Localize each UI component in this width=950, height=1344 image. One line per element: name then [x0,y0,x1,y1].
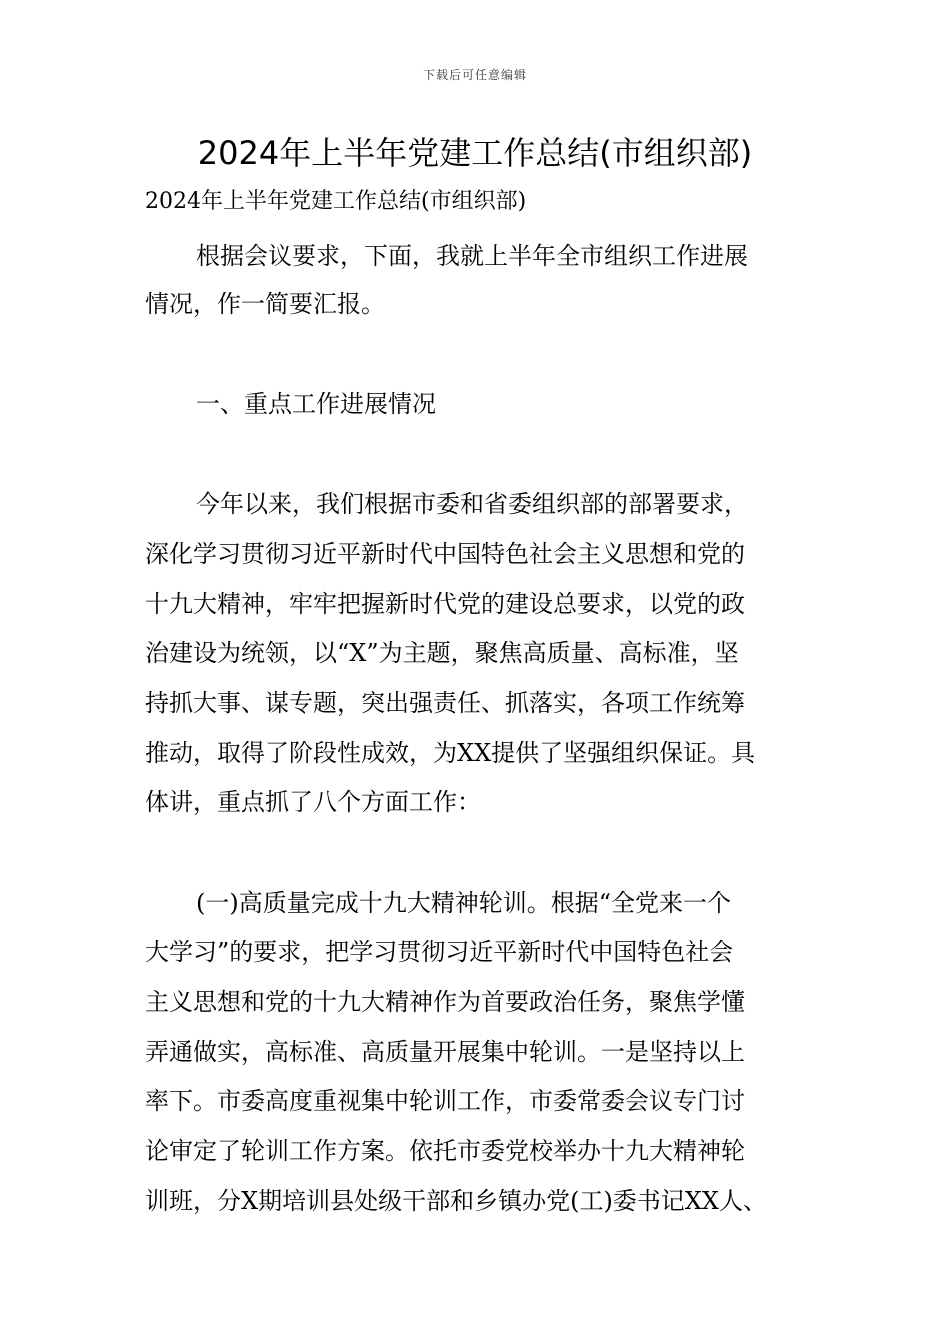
paragraph-line: 持抓大事、谋专题，突出强责任、抓落实，各项工作统筹 [145,689,745,717]
paragraph-line: 根据会议要求，下面，我就上半年全市组织工作进展 [196,242,748,270]
section-heading: 一、重点工作进展情况 [196,390,436,418]
paragraph-line: 体讲，重点抓了八个方面工作： [145,788,481,816]
paragraph-line: 训班，分X期培训县处级干部和乡镇办党(工)委书记XX人、 [145,1187,767,1215]
paragraph-line: 推动，取得了阶段性成效，为XX提供了坚强组织保证。具 [145,739,756,767]
paragraph-line: 主义思想和党的十九大精神作为首要政治任务，聚焦学懂 [145,988,745,1016]
paragraph-line: 深化学习贯彻习近平新时代中国特色社会主义思想和党的 [145,540,745,568]
document-title: 2024年上半年党建工作总结(市组织部) [197,134,753,172]
paragraph-line: 弄通做实，高标准、高质量开展集中轮训。一是坚持以上 [145,1038,745,1066]
paragraph-line: 论审定了轮训工作方案。依托市委党校举办十九大精神轮 [145,1137,745,1165]
paragraph-line: (一)高质量完成十九大精神轮训。根据“全党来一个 [196,889,731,917]
paragraph-line: 十九大精神，牢牢把握新时代党的建设总要求，以党的政 [145,590,745,618]
paragraph-line: 率下。市委高度重视集中轮训工作，市委常委会议专门讨 [145,1087,745,1115]
paragraph-line: 治建设为统领，以“X”为主题，聚焦高质量、高标准，坚 [145,639,739,667]
paragraph-line: 情况，作一简要汇报。 [145,290,385,318]
document-subtitle: 2024年上半年党建工作总结(市组织部) [145,189,527,214]
paragraph-line: 大学习”的要求，把学习贯彻习近平新时代中国特色社会 [145,938,734,966]
header-note: 下载后可任意编辑 [422,68,527,82]
paragraph-line: 今年以来，我们根据市委和省委组织部的部署要求， [196,490,748,518]
